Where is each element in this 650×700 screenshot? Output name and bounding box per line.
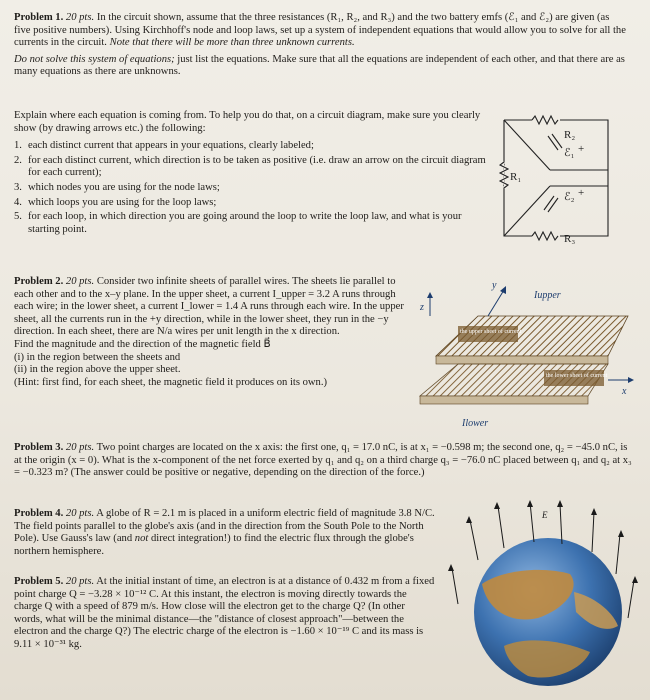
problem-2-part-i: (i) in the region between the sheets and [14,351,181,363]
problem-4-heading: Problem 4. [14,508,64,519]
problem-3-heading: Problem 3. [14,442,64,453]
problem-4-text-b: direct integration!) to find the electric flux through the globe's northern hemisphere. [14,533,414,557]
problem-4-text-a: A globe of R = 2.1 m is placed in a uniform electric field of magnitude 3.8 N/C. The field points parallel to the globe's axis (and in the direction from the South Pole to the North Pole). Use Gauss's law (and [14,508,435,545]
circuit-plus-e2: + [578,187,585,199]
problem-5 [14,576,436,652]
label-x: x [622,386,627,397]
problem-3 [14,442,632,480]
problem-4-points: 20 pts. [65,508,95,519]
globe-figure [442,500,642,696]
problem-1-explain [14,110,492,238]
problem-2-points: 20 pts. [65,276,95,287]
problem-2 [14,276,416,389]
problem-1-explain-text: Explain where each equation is coming from. To help you do that, on a circuit diagram, make sure you clearly show (by drawing arrows etc.) the following: [14,110,481,134]
caption-lower-sheet: the lower sheet of current [546,373,608,379]
label-y: y [492,280,497,291]
circuit-plus-e1: + [578,143,585,155]
problem-3-text: Two point charges are located on the x axis: the first one, q₁ = 17.0 nC, is at x₁ = −0.598 m; the second one, q₂ = −45.0 nC, is at the origin (x = 0). What is the x-component of the net force exerted by q₁ and q₂ on a third charge q₃ = −76.0 nC placed between q₁ and q₂ at x₃ = −0.323 m? (The answer could be positive or negative, depending on the direction of the force.) [14,442,632,479]
problem-1-points: 20 pts. [65,12,95,23]
problem-5-points: 20 pts. [65,576,95,587]
problem-4 [14,508,436,558]
battery-e1 [548,134,562,150]
problem-4-not: not [134,533,149,545]
circuit-diagram [488,112,624,248]
lower-sheet-edge [420,396,588,404]
wire-sheets-figure [418,276,638,432]
y-axis [488,290,504,316]
problem-1-intro-text: In the circuit shown, assume that the three resistances (R₁, R₂, and R₃) and the two battery emfs (ℰ₁ and ℰ₂) are given (as five positive numbers). Using Kirchhoff's node and loop laws, set up a system of independent equations that would allow you to solve for all the currents in the circuit. [14,12,626,49]
list-item: 2. for each distinct current, which direction is to be taken as positive (i.e. draw an arrow on the circuit diagram for each current); [14,154,486,179]
circuit-label-r1: R₁ [510,171,522,183]
resistor-r3 [532,232,558,240]
circuit-label-e1: ℰ₁ [564,147,575,159]
circuit-label-e2: ℰ₂ [564,191,575,203]
problem-2-heading: Problem 2. [14,276,64,287]
problem-5-text: At the initial instant of time, an electron is at a distance of 0.432 m from a fixed point charge Q = −3.28 × 10⁻¹² C. At this instant, the electron is moving directly towards the charge Q with a speed of 879 m/s. How close will the electron get to the charge Q? (In other words, what will be the minimal distance—the "distance of closest approach"—between the electron and the charge Q?) The electric charge of the electron is −1.60 × 10⁻¹⁹ C and its mass is 9.11 × 10⁻³¹ kg. [14,576,435,650]
label-i-upper: Iupper [534,290,561,301]
list-item: 5. for each loop, in which direction you are going around the loop to write the loop law, and what is your starting point. [14,211,462,235]
problem-2-hint: (Hint: first find, for each sheet, the magnetic field it produces on its own.) [14,376,328,388]
list-item: 1. each distinct current that appears in your equations, clearly labeled; [14,140,314,152]
problem-2-find: Find the magnitude and the direction of the magnetic field B⃗ [14,338,271,350]
list-item: 3. which nodes you are using for the node laws; [14,181,220,193]
problem-1-instructions-italic: Do not solve this system of equations; [14,53,175,65]
resistor-r2 [532,116,558,124]
circuit-branch [550,170,608,186]
battery-e2 [544,196,558,212]
label-z: z [420,302,424,313]
problem-2-text: Consider two infinite sheets of parallel wires. The sheets lie parallel to each other and to the x–y plane. In the upper sheet, a current I_upper = 3.2 A runs through each wire; in the lower sheet, a current I_lower = 1.4 A runs through each wire. In the upper sheet, all the currents run in the +y direction, while in the lower sheet, they run in the −y direction. In each sheet, there are N/a wires per unit length in the x direction. [14,276,404,338]
circuit-label-r2: R₂ [564,129,576,141]
problem-1-note: Note that there will be more than three unknown currents. [109,37,355,49]
problem-2-part-ii: (ii) in the region above the upper sheet. [14,364,181,376]
problem-1-intro [14,12,626,79]
problem-1-heading: Problem 1. [14,12,64,23]
problem-1-instructions-rest: just list the equations. Make sure that all the equations are independent of each other, and that there are as many equations as there are unknowns. [14,53,625,78]
list-item: 4. which loops you are using for the loop laws; [14,196,217,208]
problem-3-points: 20 pts. [65,442,95,453]
problem-1-list [14,140,492,236]
label-i-lower: Ilower [462,418,489,429]
caption-upper-sheet: the upper sheet of current [460,329,522,335]
problem-5-heading: Problem 5. [14,576,64,587]
upper-sheet-edge [436,356,608,364]
field-label-e: E [542,510,548,520]
circuit-label-r3: R₃ [564,233,576,245]
